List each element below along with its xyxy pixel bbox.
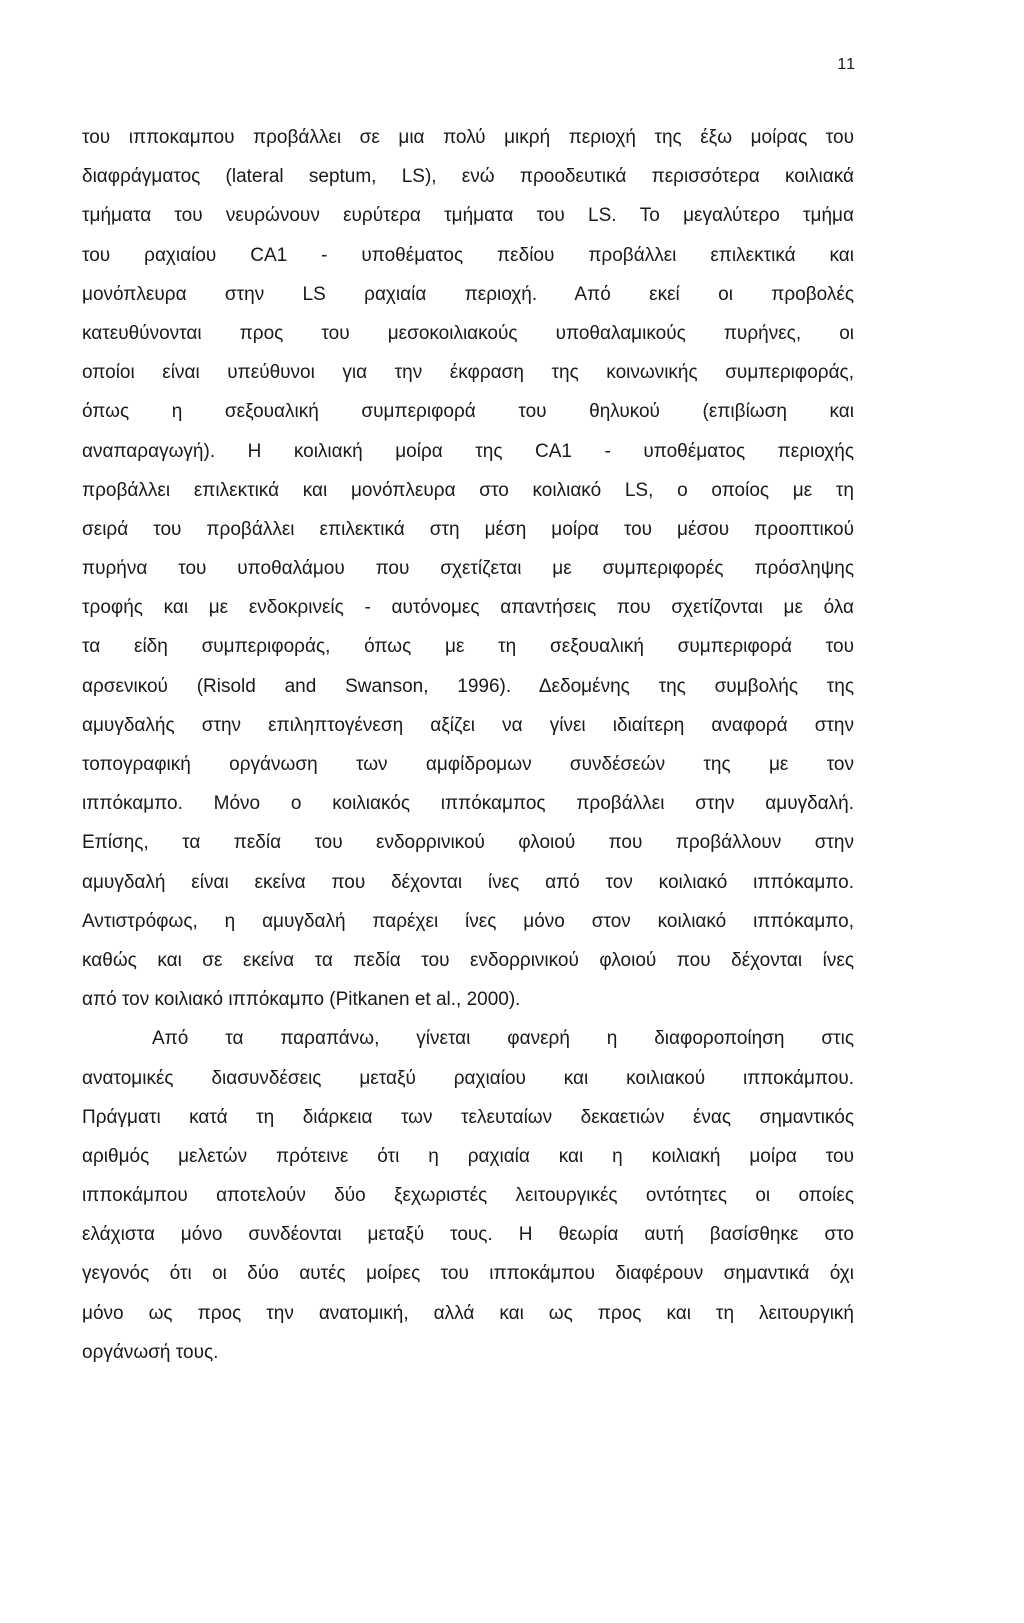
text-line: αριθμός μελετών πρότεινε ότι η ραχιαία και η κοιλιακή μοίρα του — [82, 1145, 854, 1167]
text-line: Αντιστρόφως, η αμυγδαλή παρέχει ίνες μόνο στον κοιλιακό ιππόκαμπο, — [82, 910, 854, 932]
text-line: μόνο ως προς την ανατομική, αλλά και ως προς και τη λειτουργική — [82, 1302, 854, 1324]
text-line: τοπογραφική οργάνωση των αμφίδρομων συνδέσεών της με τον — [82, 754, 854, 775]
page-number: 11 — [837, 56, 856, 73]
text-line: αμυγδαλής στην επιληπτογένεση αξίζει να γίνει ιδιαίτερη αναφορά στην — [82, 714, 854, 736]
text-line: γεγονός ότι οι δύο αυτές μοίρες του ιπποκάμπου διαφέρουν σημαντικά όχι — [82, 1263, 854, 1285]
text-line: διαφράγματος (lateral septum, LS), ενώ προοδευτικά περισσότερα κοιλιακά — [82, 166, 854, 188]
text-line: από τον κοιλιακό ιππόκαμπο (Pitkanen et al., 2000). — [82, 989, 521, 1011]
text-line: ελάχιστα μόνο συνδέονται μεταξύ τους. Η θεωρία αυτή βασίσθηκε στο — [82, 1224, 854, 1246]
text-line: Πράγματι κατά τη διάρκεια των τελευταίων δεκαετιών ένας σημαντικός — [82, 1106, 854, 1128]
text-line: τα είδη συμπεριφοράς, όπως με τη σεξουαλική συμπεριφορά του — [82, 636, 854, 658]
text-line: κατευθύνονται προς του μεσοκοιλιακούς υποθαλαμικούς πυρήνες, οι — [82, 322, 854, 344]
text-line: καθώς και σε εκείνα τα πεδία του ενδορρινικού φλοιού που δέχονται ίνες — [82, 949, 854, 971]
text-line: Από τα παραπάνω, γίνεται φανερή η διαφοροποίηση στις — [152, 1028, 854, 1050]
text-line: αρσενικού (Risold and Swanson, 1996). Δεδομένης της συμβολής της — [82, 675, 854, 697]
text-line: Επίσης, τα πεδία του ενδορρινικού φλοιού που προβάλλουν στην — [82, 832, 854, 854]
body-text — [82, 118, 854, 1372]
text-line: του ιπποκαμπου προβάλλει σε μια πολύ μικρή περιοχή της έξω μοίρας του — [82, 127, 854, 148]
text-line: ιπποκάμπου αποτελούν δύο ξεχωριστές λειτουργικές οντότητες οι οποίες — [82, 1185, 854, 1207]
text-line: οποίοι είναι υπεύθυνοι για την έκφραση της κοινωνικής συμπεριφοράς, — [82, 362, 854, 384]
text-line: σειρά του προβάλλει επιλεκτικά στη μέση μοίρα του μέσου προοπτικού — [82, 518, 854, 540]
text-line: ιππόκαμπο. Μόνο ο κοιλιακός ιππόκαμπος προβάλλει στην αμυγδαλή. — [82, 793, 854, 815]
text-line: ανατομικές διασυνδέσεις μεταξύ ραχιαίου και κοιλιακού ιπποκάμπου. — [82, 1067, 854, 1089]
text-line: τροφής και με ενδοκρινείς - αυτόνομες απαντήσεις που σχετίζονται με όλα — [82, 597, 854, 619]
text-line: πυρήνα του υποθαλάμου που σχετίζεται με συμπεριφορές πρόσληψης — [82, 558, 854, 580]
text-line: μονόπλευρα στην LS ραχιαία περιοχή. Από εκεί οι προβολές — [82, 283, 854, 305]
text-line: τμήματα του νευρώνουν ευρύτερα τμήματα του LS. Το μεγαλύτερο τμήμα — [82, 205, 854, 227]
text-line: του ραχιαίου CA1 - υποθέματος πεδίου προβάλλει επιλεκτικά και — [82, 244, 854, 266]
text-line: αναπαραγωγή). Η κοιλιακή μοίρα της CA1 - υποθέματος περιοχής — [82, 440, 854, 462]
text-line: αμυγδαλή είναι εκείνα που δέχονται ίνες από τον κοιλιακό ιππόκαμπο. — [82, 871, 854, 893]
text-line: οργάνωσή τους. — [82, 1341, 219, 1363]
text-line: όπως η σεξουαλική συμπεριφορά του θηλυκού (επιβίωση και — [82, 401, 854, 423]
text-line: προβάλλει επιλεκτικά και μονόπλευρα στο κοιλιακό LS, ο οποίος με τη — [82, 479, 854, 501]
